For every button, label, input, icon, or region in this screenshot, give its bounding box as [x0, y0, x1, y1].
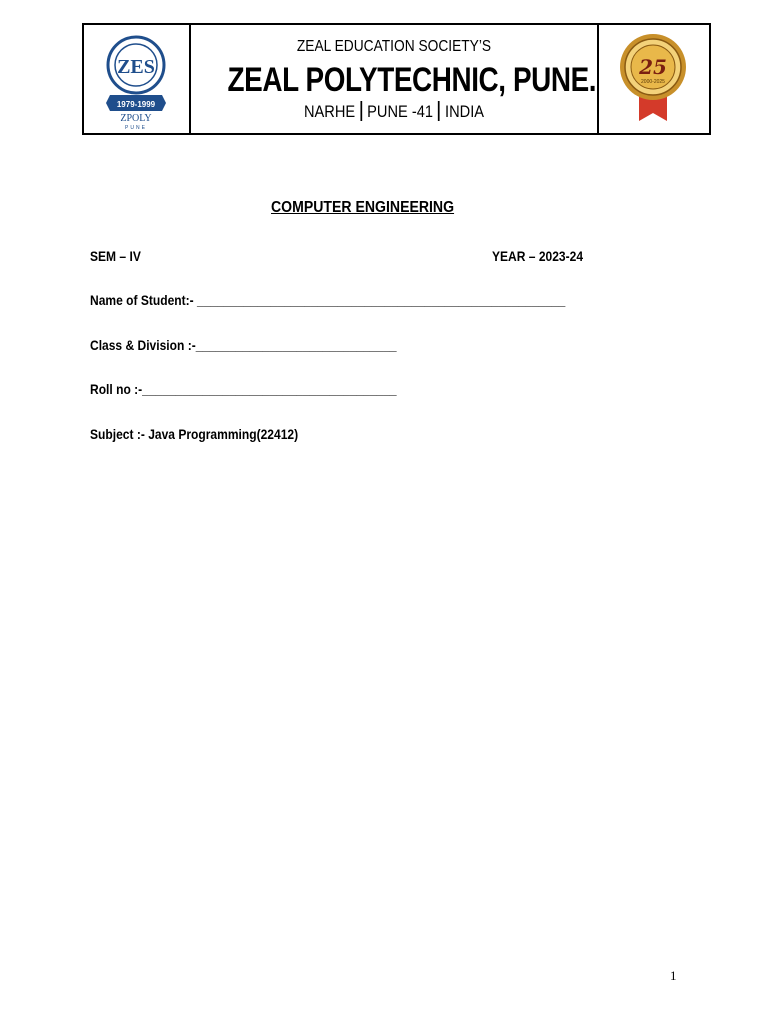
class-division-field: Class & Division :-______________________________	[90, 337, 397, 353]
college-name: ZEAL POLYTECHNIC, PUNE.	[227, 61, 597, 99]
society-name: ZEAL EDUCATION SOCIETY’S	[296, 38, 492, 55]
address-separator	[438, 101, 440, 121]
subject-field: Subject :- Java Programming(22412)	[90, 426, 299, 442]
roll-no-field: Roll no :-______________________________________	[90, 381, 397, 397]
zeal-logo	[84, 25, 189, 133]
badge-cell	[597, 25, 709, 133]
student-name-field: Name of Student:- _______________________________________________________	[90, 292, 566, 308]
address-separator	[360, 101, 362, 121]
badge-years: 2000-2025	[641, 79, 665, 85]
address-city: PUNE -41	[367, 102, 433, 121]
year-label: YEAR – 2023-24	[492, 248, 584, 264]
page-number: 1	[670, 968, 677, 983]
logo-brand: ZPOLY	[120, 113, 152, 124]
logo-brand-sub: PUNE	[125, 125, 147, 131]
logo-cell	[84, 25, 191, 133]
header-box	[82, 23, 711, 135]
address	[219, 101, 568, 122]
logo-initials: ZES	[117, 56, 155, 78]
anniversary-badge	[599, 25, 709, 133]
address-area: NARHE	[303, 102, 356, 121]
document-title: COMPUTER ENGINEERING	[271, 199, 455, 216]
semester-label: SEM – IV	[90, 248, 141, 264]
address-country: INDIA	[445, 102, 485, 121]
logo-years: 1979-1999	[116, 100, 156, 109]
title-cell	[191, 25, 597, 133]
badge-number: 25	[639, 55, 667, 79]
